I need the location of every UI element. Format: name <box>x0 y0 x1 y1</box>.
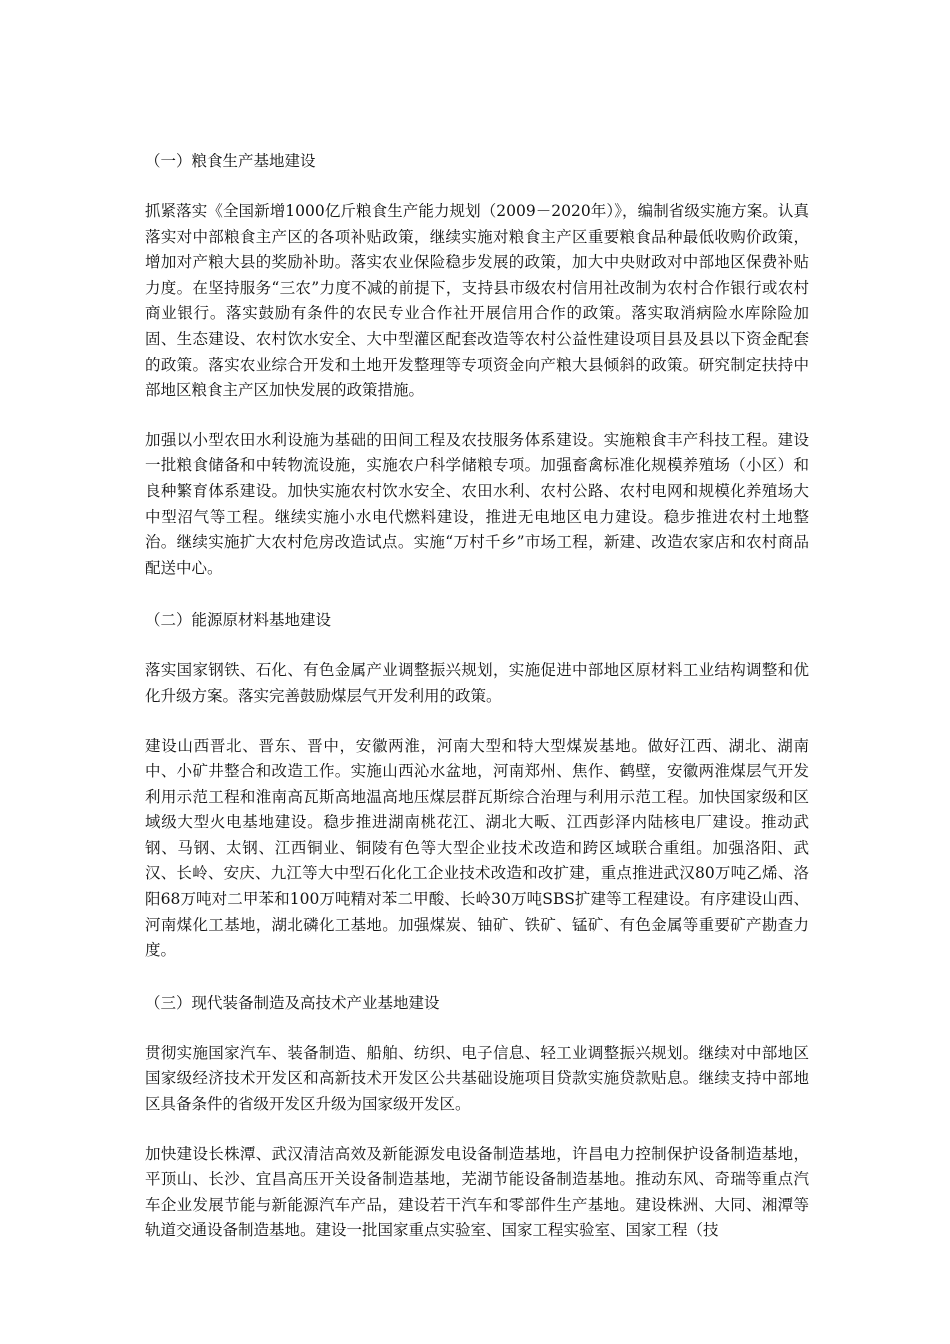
paragraph-energy-policy: 落实国家钢铁、石化、有色金属产业调整振兴规划，实施促进中部地区原材料工业结构调整和优化升级方案。落实完善鼓励煤层气开发利用的政策。 <box>145 661 809 705</box>
paragraph-grain-infrastructure: 加强以小型农田水利设施为基础的田间工程及农技服务体系建设。实施粮食丰产科技工程。建设一批粮食储备和中转物流设施，实施农户科学储粮专项。加强畜禽标准化规模养殖场（小区）和良种繁育体系建设。加快实施农村饮水安全、农田水利、农村公路、农村电网和规模化养殖场大中型沼气等工程。继续实施小水电代燃料建设，推进无电地区电力建设。稳步推进农村土地整治。继续实施扩大农村危房改造试点。实施“万村千乡”市场工程，新建、改造农家店和农村商品配送中心。 <box>145 430 809 577</box>
section-heading-grain: （一）粮食生产基地建设 <box>145 152 316 170</box>
section-heading-manufacturing: （三）现代装备制造及高技术产业基地建设 <box>145 993 440 1012</box>
section-heading-energy: （二）能源原材料基地建设 <box>145 611 332 630</box>
paragraph-manufacturing-policy: 贯彻实施国家汽车、装备制造、船舶、纺织、电子信息、轻工业调整振兴规划。继续对中部地区国家级经济技术开发区和高新技术开发区公共基础设施项目贷款实施贷款贴息。继续支持中部地区具备条件的省级开发区升级为国家级开发区。 <box>145 1043 809 1114</box>
paragraph-manufacturing-projects: 加快建设长株潭、武汉清洁高效及新能源发电设备制造基地，许昌电力控制保护设备制造基地，平顶山、长沙、宜昌高压开关设备制造基地，芜湖节能设备制造基地。推动东风、奇瑞等重点汽车企业发展节能与新能源汽车产品，建设若干汽车和零部件生产基地。建设株洲、大同、湘潭等轨道交通设备制造基地。建设一批国家重点实验室、国家工程实验室、国家工程（技 <box>145 1144 809 1240</box>
paragraph-grain-policy: 抓紧落实《全国新增1000亿斤粮食生产能力规划（2009－2020年）》，编制省级实施方案。认真落实对中部粮食主产区的各项补贴政策，继续实施对粮食主产区重要粮食品种最低收购价政策，增加对产粮大县的奖励补助。落实农业保险稳步发展的政策，加大中央财政对中部地区保费补贴力度。在坚持服务“三农”力度不减的前提下，支持县市级农村信用社改制为农村合作银行或农村商业银行。落实鼓励有条件的农民专业合作社开展信用合作的政策。落实取消病险水库除险加固、生态建设、农村饮水安全、大中型灌区配套改造等农村公益性建设项目县及县以下资金配套的政策。落实农业综合开发和土地开发整理等专项资金向产粮大县倾斜的政策。研究制定扶持中部地区粮食主产区加快发展的政策措施。 <box>145 202 809 400</box>
paragraph-energy-projects: 建设山西晋北、晋东、晋中，安徽两淮，河南大型和特大型煤炭基地。做好江西、湖北、湖南中、小矿井整合和改造工作。实施山西沁水盆地，河南郑州、焦作、鹤壁，安徽两淮煤层气开发利用示范工程和淮南高瓦斯高地温高地压煤层群瓦斯综合治理与利用示范工程。加快国家级和区域级大型火电基地建设。稳步推进湖南桃花江、湖北大畈、江西彭泽内陆核电厂建设。推动武钢、马钢、太钢、江西铜业、铜陵有色等大型企业技术改造和跨区域联合重组。加强洛阳、武汉、长岭、安庆、九江等大中型石化化工企业技术改造和改扩建，重点推进武汉80万吨乙烯、洛阳68万吨对二甲苯和100万吨精对苯二甲酸、长岭30万吨SBS扩建等工程建设。有序建设山西、河南煤化工基地，湖北磷化工基地。加强煤炭、铀矿、铁矿、锰矿、有色金属等重要矿产勘查力度。 <box>145 736 809 960</box>
document-body <box>145 146 809 1268</box>
